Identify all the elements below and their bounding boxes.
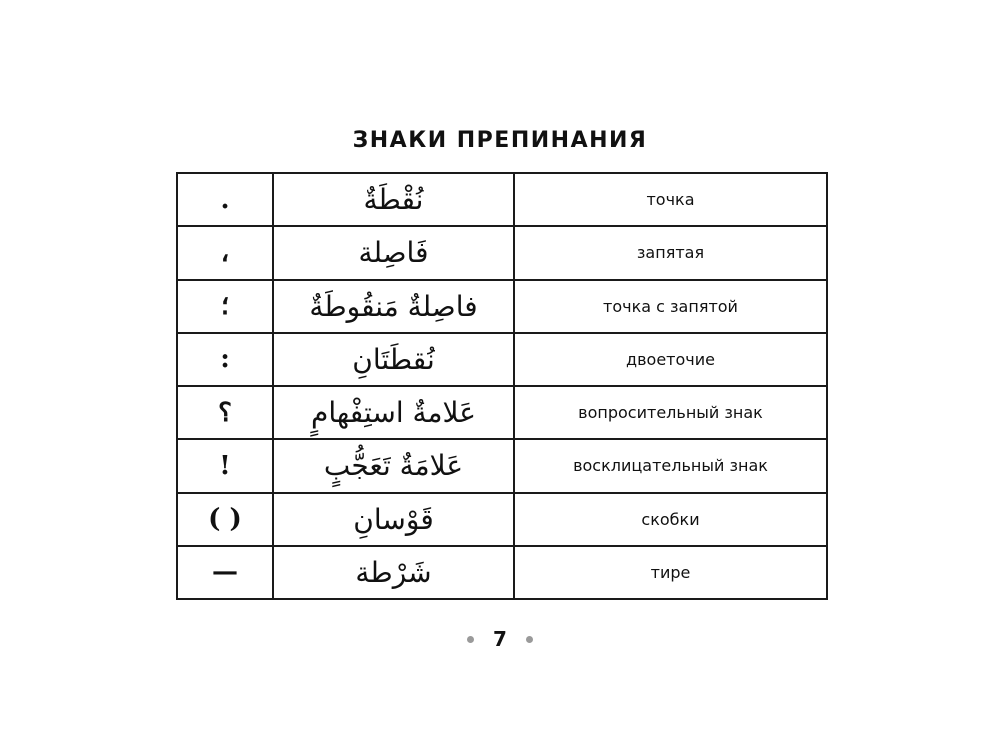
punctuation-symbol: . (177, 173, 273, 226)
punctuation-table (176, 172, 828, 600)
russian-term: точка с запятой (514, 280, 827, 333)
arabic-term: عَلامَةٌ تَعَجُّبٍ (273, 439, 514, 492)
russian-term: вопросительный знак (514, 386, 827, 439)
punctuation-symbol: ! (177, 439, 273, 492)
arabic-term: فَاصِلة (273, 226, 514, 279)
russian-term: скобки (514, 493, 827, 546)
russian-term: тире (514, 546, 827, 599)
punctuation-symbol: ، (177, 226, 273, 279)
table-row (177, 280, 827, 333)
arabic-term: عَلامةٌ استِفْهامٍ (273, 386, 514, 439)
table-row (177, 333, 827, 386)
punctuation-symbol: ( ) (177, 493, 273, 546)
page-title: ЗНАКИ ПРЕПИНАНИЯ (352, 128, 648, 153)
table-row (177, 439, 827, 492)
table-row (177, 226, 827, 279)
table-row (177, 173, 827, 226)
arabic-term: نُقْطَةٌ (273, 173, 514, 226)
punctuation-symbol: ؟ (177, 386, 273, 439)
arabic-term: نُقطَتَانِ (273, 333, 514, 386)
punctuation-symbol: : (177, 333, 273, 386)
dot-ornament-icon (526, 636, 533, 643)
arabic-term: شَرْطة (273, 546, 514, 599)
page-footer (0, 627, 1000, 651)
table-row (177, 386, 827, 439)
arabic-term: قَوْسانِ (273, 493, 514, 546)
table-row (177, 493, 827, 546)
table-row (177, 546, 827, 599)
arabic-term: فاصِلةٌ مَنقُوطَةٌ (273, 280, 514, 333)
punctuation-symbol: — (177, 546, 273, 599)
page-number: 7 (493, 627, 507, 651)
russian-term: точка (514, 173, 827, 226)
punctuation-symbol: ؛ (177, 280, 273, 333)
russian-term: запятая (514, 226, 827, 279)
dot-ornament-icon (467, 636, 474, 643)
russian-term: двоеточие (514, 333, 827, 386)
russian-term: восклицательный знак (514, 439, 827, 492)
